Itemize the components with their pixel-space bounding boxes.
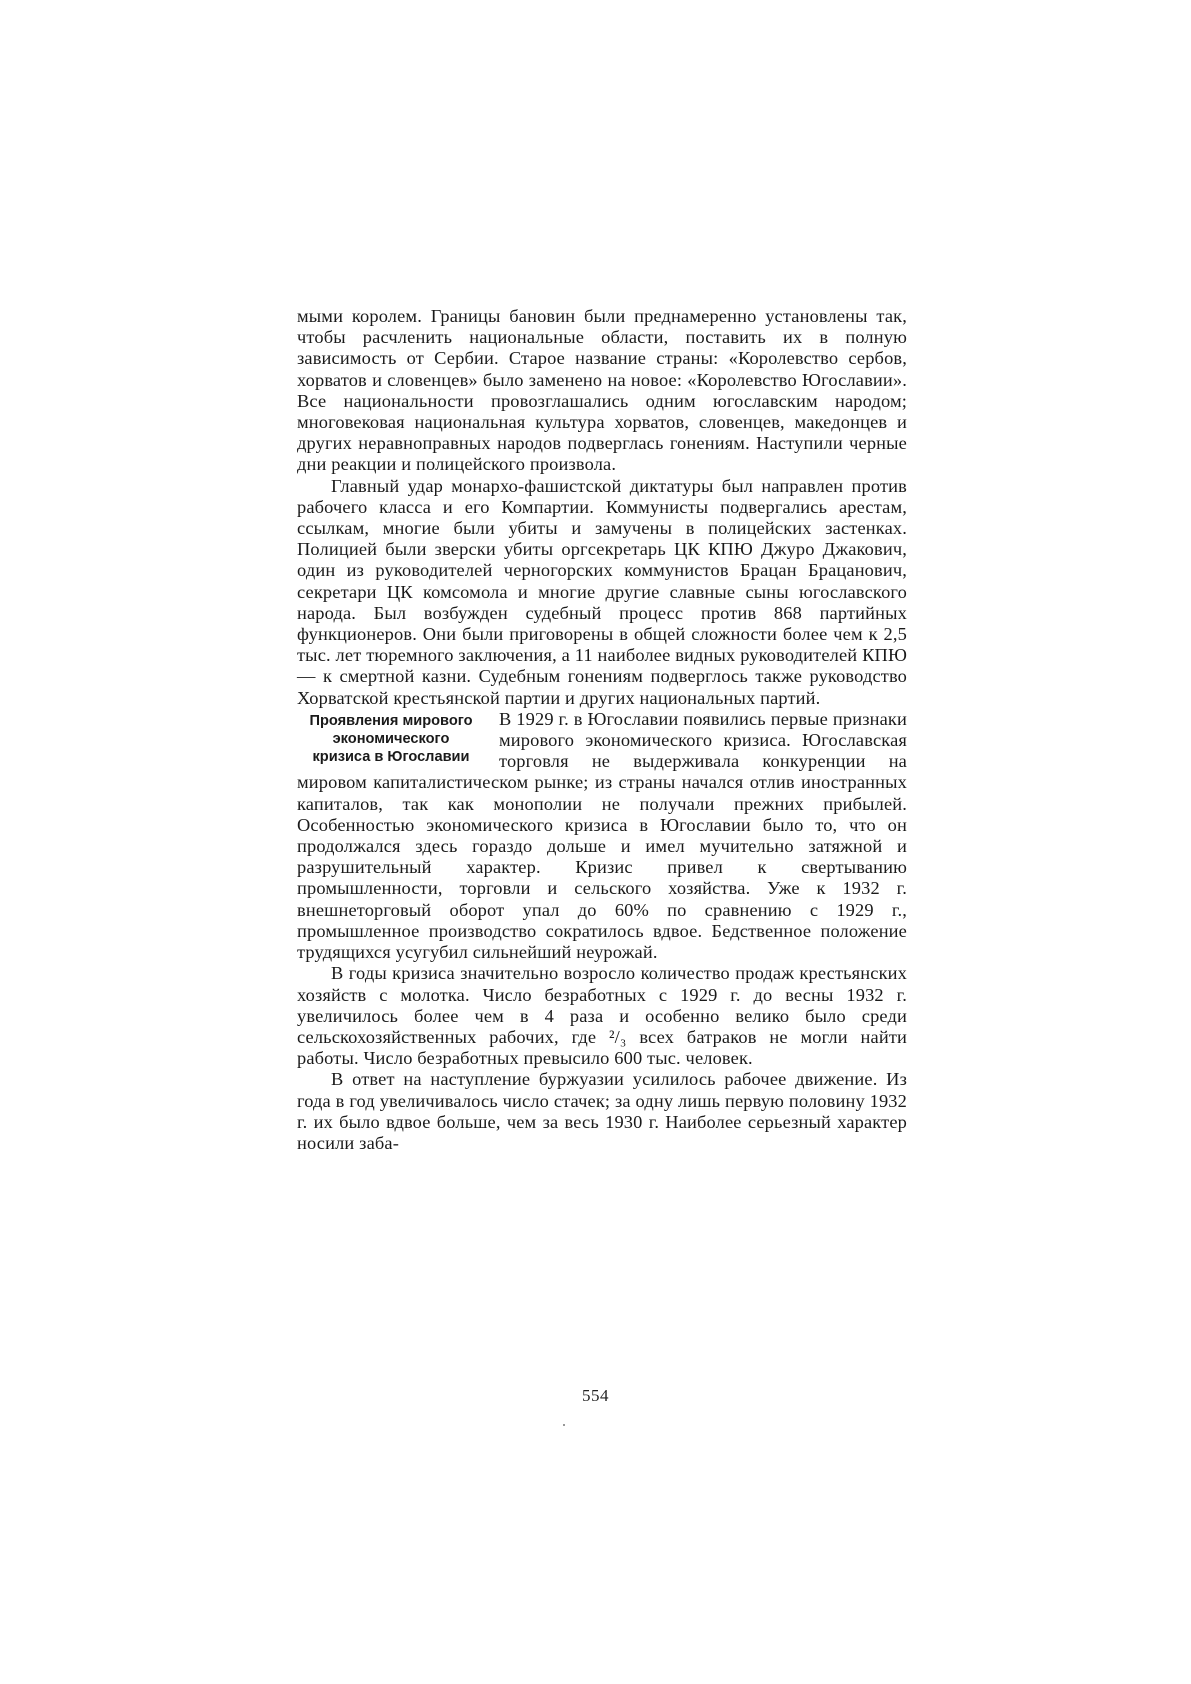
paragraph-crisis-years: В годы кризиса значительно возросло количество продаж крестьянских хозяйств с молотка. Число безработных с 1929 г. до весны 1932 г. увеличилось более чем в 4 раза и особенно велико было среди сельскохозяйственных рабочих, где ²/₃ всех батраков не могли найти работы. Число безработных превысило 600 тыс. человек. — [297, 963, 907, 1069]
print-speck — [563, 1424, 565, 1426]
crisis-section — [297, 709, 907, 963]
paragraph-crisis: В 1929 г. в Югославии появились первые признаки мирового экономического кризиса. Югославская торговля не выдерживала конкуренции на мировом капиталистическом рынке; из страны начался отлив иностранных капиталов, так как монополии не получали прежних прибылей. Особенностью экономического кризиса в Югославии было то, что он продолжался здесь гораздо дольше и имел мучительно затяжной и разрушительный характер. Кризис привел к свертыванию промышленности, торговли и сельского хозяйства. Уже к 1932 г. внешнеторговый оборот упал до 60% по сравнению с 1929 г., промышленное производство сократилось вдвое. Бедственное положение трудящихся усугубил сильнейший неурожай. — [297, 708, 907, 963]
side-heading-line: Проявления мирового — [309, 712, 473, 729]
side-heading-line: кризиса в Югославии — [312, 748, 470, 765]
page-number: 554 — [582, 1386, 609, 1405]
text-column — [297, 306, 907, 1154]
paragraph-dictatorship: Главный удар монархо-фашистской диктатуры был направлен против рабочего класса и его Компартии. Коммунисты подвергались арестам, ссылкам, многие были убиты и замучены в полицейских застенках. Полицией были зверски убиты оргсекретарь ЦК КПЮ Джуро Джакович, один из руководителей черногорских коммунистов Брацан Брацанович, секретари ЦК комсомола и многие другие славные сыны югославского народа. Был возбужден судебный процесс против 868 партийных функционеров. Они были приговорены в общей сложности более чем к 2,5 тыс. лет тюремного заключения, а 11 наиболее видных руководителей КПЮ — к смертной казни. Судебным гонениям подверглось также руководство Хорватской крестьянской партии и других национальных партий. — [297, 475, 907, 708]
paragraph-continuation: мыми королем. Границы бановин были преднамеренно установлены так, чтобы расчленить национальные области, поставить их в полную зависимость от Сербии. Старое название страны: «Королевство сербов, хорватов и словенцев» было заменено на новое: «Королевство Югославии». Все национальности провозглашались одним югославским народом; многовековая национальная культура хорватов, словенцев, македонцев и других неравноправных народов подверглась гонениям. Наступили черные дни реакции и полицейского произвола. — [297, 306, 907, 475]
paragraph-workers-movement: В ответ на наступление буржуазии усилилось рабочее движение. Из года в год увеличивалось число стачек; за одну лишь первую половину 1932 г. их было вдвое больше, чем за весь 1930 г. Наиболее серьезный характер носили заба- — [297, 1069, 907, 1153]
side-heading — [293, 712, 489, 766]
side-heading-line: экономического — [332, 730, 450, 747]
